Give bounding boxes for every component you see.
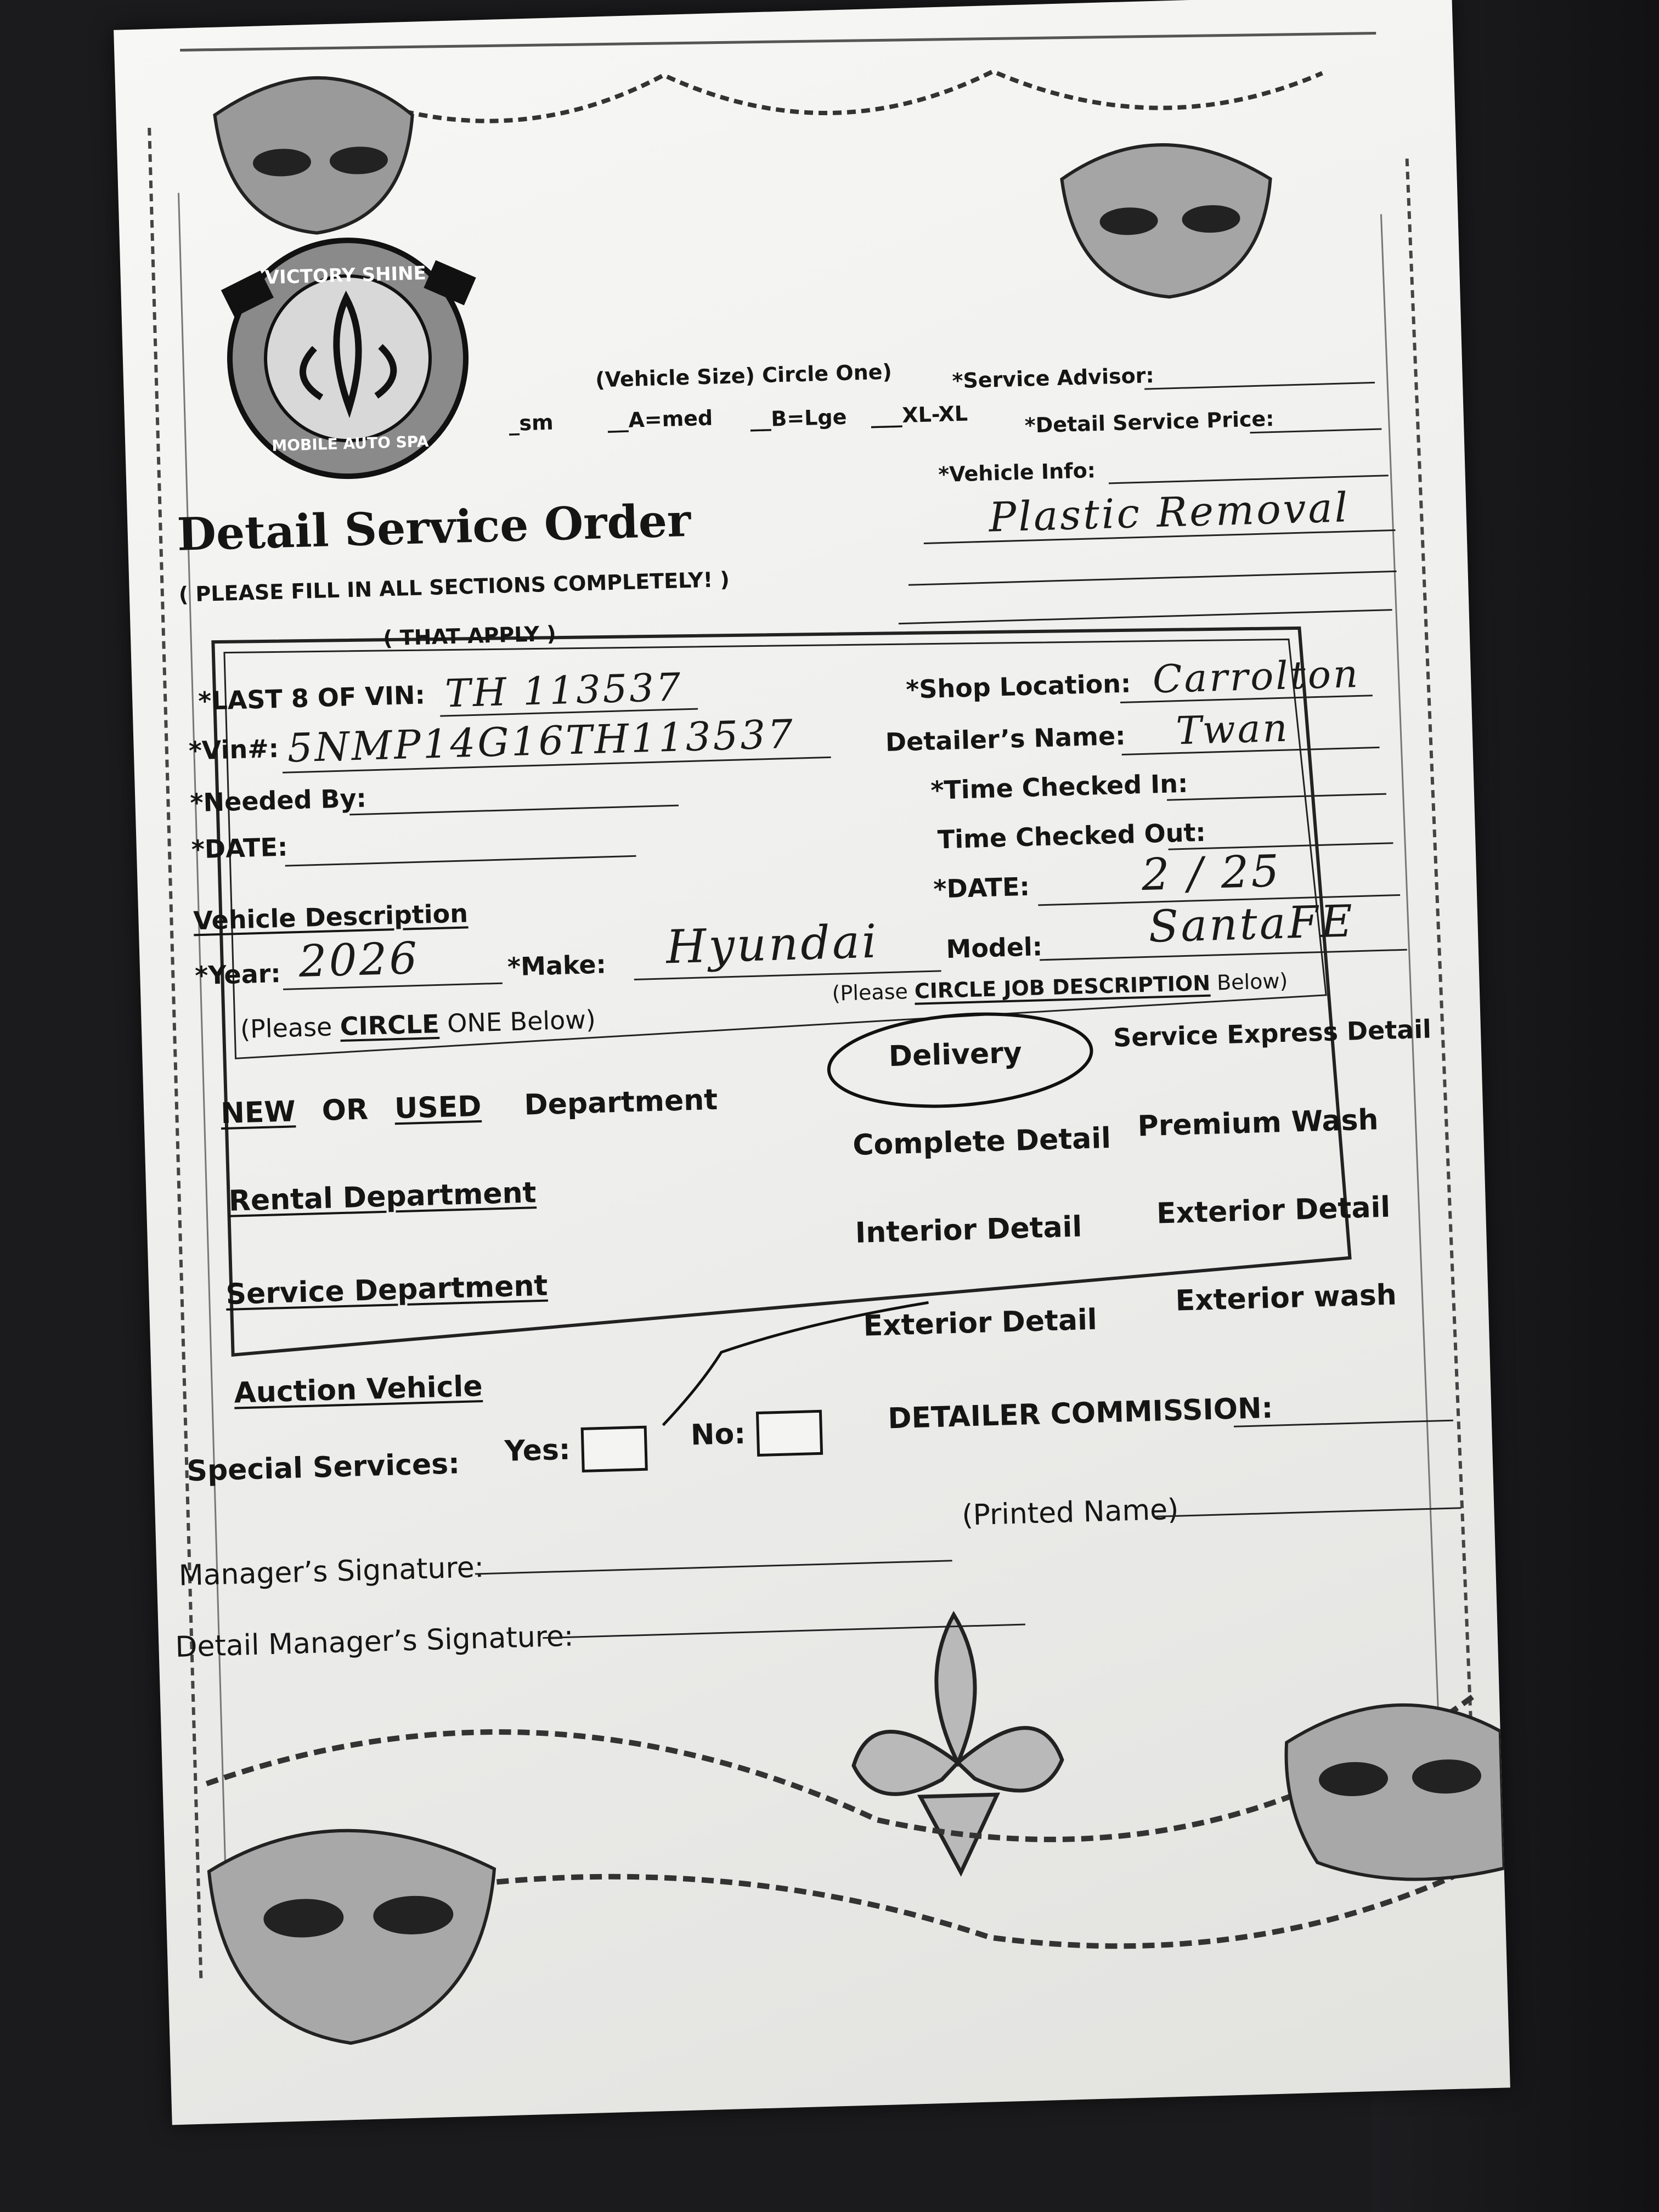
dept-department: Department [523, 1083, 718, 1122]
dept-new[interactable]: NEW [220, 1095, 296, 1131]
date-label: *DATE: [191, 832, 289, 865]
detailer-commission-label: DETAILER COMMISSION: [887, 1391, 1274, 1436]
year-value[interactable]: 2026 [298, 932, 420, 988]
mardi-gras-border [114, 0, 1510, 2125]
last8-vin-label: *LAST 8 OF VIN: [198, 680, 426, 716]
detail-manager-signature-label: Detail Manager’s Signature: [174, 1620, 574, 1664]
year-label: *Year: [194, 958, 281, 991]
vehicle-info-label: *Vehicle Info: [938, 458, 1096, 487]
vin-value[interactable]: 5NMP14G16TH113537 [286, 710, 796, 771]
dept-rental[interactable]: Rental Department [228, 1176, 537, 1218]
form-title: Detail Service Order [176, 494, 692, 561]
date2-label: *DATE: [933, 871, 1030, 904]
vehicle-size-caption: (Vehicle Size) Circle One) [595, 359, 893, 392]
circle-one-keyword: CIRCLE [340, 1008, 440, 1041]
mask-icon-bottom-left [208, 1826, 499, 2047]
mask-icon-top-left [214, 75, 416, 236]
vehicle-description-heading: Vehicle Description [193, 898, 469, 936]
bead-border-left [149, 127, 228, 1982]
model-value[interactable]: SantaFE [1148, 895, 1356, 952]
service-order-sheet [114, 0, 1510, 2125]
job-exterior-wash[interactable]: Exterior wash [1175, 1278, 1397, 1318]
size-lge[interactable]: __B=Lge [749, 404, 847, 432]
victory-shine-logo-icon [219, 237, 481, 480]
manager-signature-label: Manager’s Signature: [178, 1551, 484, 1593]
time-checked-in-label: *Time Checked In: [930, 768, 1189, 805]
shop-location-value[interactable]: Carrolton [1152, 651, 1361, 702]
detail-price-label: *Detail Service Price: [1024, 407, 1274, 438]
vehicle-info-value[interactable]: Plastic Removal [988, 484, 1351, 541]
job-exterior-detail-right[interactable]: Exterior Detail [1156, 1190, 1391, 1231]
special-no-checkbox[interactable] [756, 1410, 823, 1457]
make-value[interactable]: Hyundai [665, 914, 880, 974]
shop-location-label: *Shop Location: [905, 668, 1132, 704]
circle-one-prefix: (Please [240, 1012, 341, 1045]
size-med[interactable]: __A=med [607, 405, 713, 433]
service-advisor-label: *Service Advisor: [951, 363, 1155, 393]
size-xl[interactable]: ___XL-XL [870, 401, 968, 428]
job-interior-detail[interactable]: Interior Detail [855, 1210, 1083, 1250]
circle-job-keyword: CIRCLE JOB DESCRIPTION [914, 970, 1211, 1003]
needed-by-label: *Needed By: [189, 783, 367, 818]
fill-instructions: ( PLEASE FILL IN ALL SECTIONS COMPLETELY! ) [178, 567, 730, 607]
circle-one-suffix: ONE Below) [438, 1004, 596, 1039]
svg-text:VICTORY SHINE: VICTORY SHINE [264, 262, 427, 289]
dept-service[interactable]: Service Department [225, 1269, 549, 1311]
model-label: Model: [945, 932, 1043, 964]
special-no-label: No: [690, 1417, 746, 1452]
dept-used[interactable]: USED [394, 1090, 482, 1126]
special-yes-checkbox[interactable] [581, 1426, 648, 1472]
job-complete-detail[interactable]: Complete Detail [852, 1121, 1111, 1162]
job-service-express[interactable]: Service Express Detail [1113, 1014, 1432, 1053]
last8-vin-value[interactable]: TH 113537 [444, 664, 684, 716]
mask-icon-top-right [1061, 142, 1274, 300]
detailer-name-value[interactable]: Twan [1175, 705, 1290, 754]
job-exterior-detail-mid[interactable]: Exterior Detail [862, 1303, 1098, 1343]
vin-label: *Vin#: [188, 733, 279, 766]
time-checked-out-label: Time Checked Out: [937, 817, 1206, 855]
size-sm[interactable]: _sm [508, 410, 554, 436]
dept-auction[interactable]: Auction Vehicle [233, 1370, 483, 1410]
make-label: *Make: [507, 949, 607, 982]
bead-border-right [1380, 158, 1477, 1859]
printed-name-label: (Printed Name) [961, 1493, 1180, 1532]
that-apply-note: ( THAT APPLY ) [382, 621, 557, 651]
job-premium-wash[interactable]: Premium Wash [1137, 1103, 1379, 1143]
mask-icon-bottom-right [1285, 1702, 1504, 1883]
svg-text:MOBILE AUTO SPA: MOBILE AUTO SPA [271, 432, 429, 455]
circle-job-prefix: (Please [832, 979, 915, 1006]
circle-job-suffix: Below) [1210, 968, 1288, 995]
date2-value[interactable]: 2 / 25 [1141, 845, 1282, 901]
special-yes-label: Yes: [504, 1433, 571, 1468]
dept-or: OR [321, 1093, 369, 1127]
job-delivery[interactable]: Delivery [888, 1036, 1023, 1074]
special-services-label: Special Services: [186, 1447, 460, 1488]
detailer-name-label: Detailer’s Name: [885, 720, 1126, 758]
